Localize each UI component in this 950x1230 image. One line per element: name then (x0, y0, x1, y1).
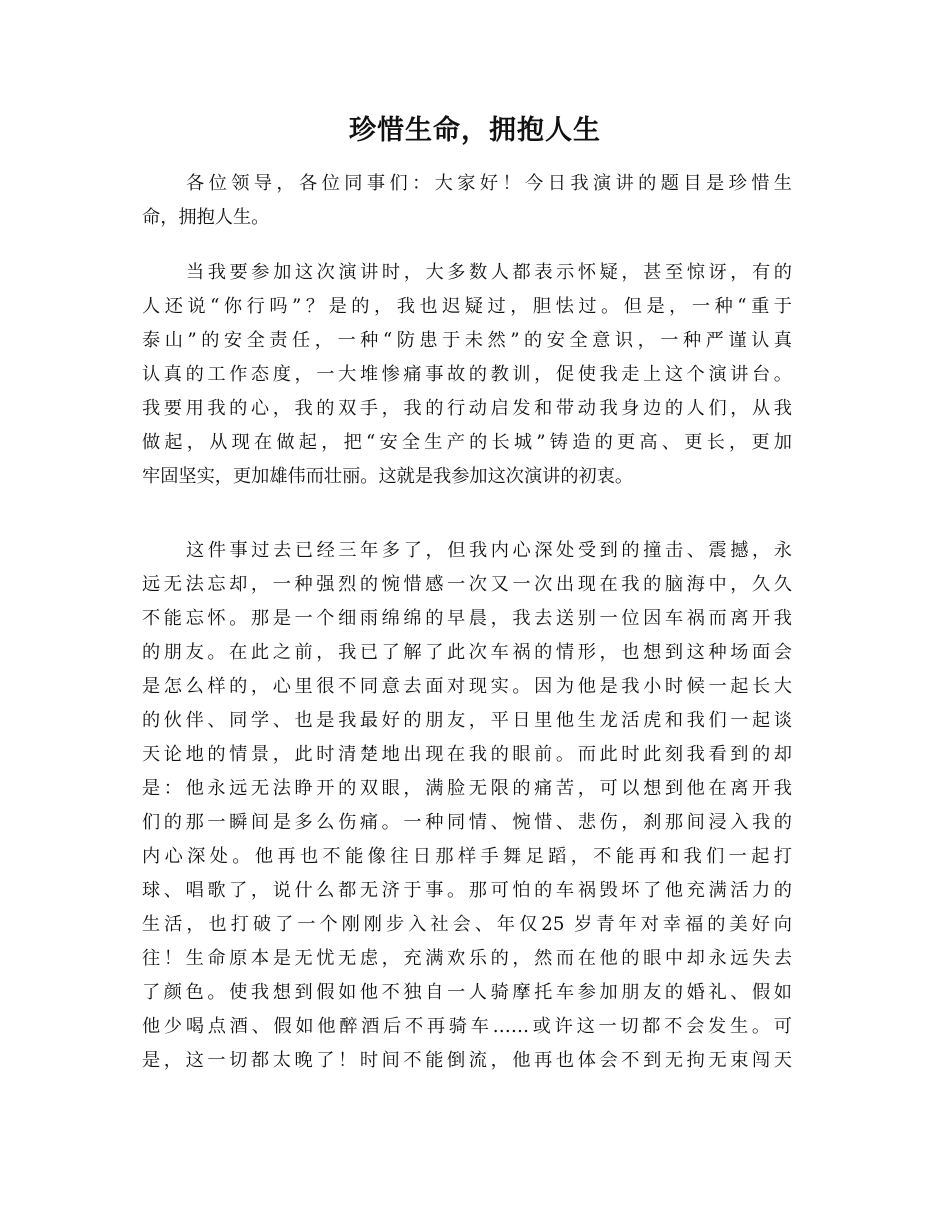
text-line: 往！生命原本是无忧无虑，充满欢乐的，然而在他的眼中却永远失去 (142, 948, 792, 969)
text-line: 远无法忘却，一种强烈的惋惜感一次又一次出现在我的脑海中，久久 (142, 574, 792, 595)
text-line: 了颜色。使我想到假如他不独自一人骑摩托车参加朋友的婚礼、假如 (142, 982, 792, 1003)
text-line: 是，这一切都太晚了！时间不能倒流，他再也体会不到无拘无束闯天 (142, 1050, 792, 1071)
paragraph-story (142, 534, 792, 1078)
text-line: 泰山”的安全责任，一种“防患于未然”的安全意识，一种严谨认真 (142, 330, 792, 351)
text-line: 是怎么样的，心里很不同意去面对现实。因为他是我小时候一起长大 (142, 676, 792, 697)
text-line: 当我要参加这次演讲时，大多数人都表示怀疑，甚至惊讶，有的 (186, 262, 792, 283)
text-line: 认真的工作态度，一大堆惨痛事故的教训，促使我走上这个演讲台。 (142, 364, 792, 385)
text-line: 各位领导，各位同事们：大家好！今日我演讲的题目是珍惜生 (186, 173, 792, 194)
text-line: 我要用我的心，我的双手，我的行动启发和带动我身边的人们，从我 (142, 398, 792, 419)
text-line: 的朋友。在此之前，我已了解了此次车祸的情形，也想到这种场面会 (142, 642, 792, 663)
paragraph-greeting (142, 167, 792, 235)
document-title: 珍惜生命，拥抱人生 (349, 115, 601, 146)
text-line: 内心深处。他再也不能像往日那样手舞足蹈，不能再和我们一起打 (142, 846, 792, 867)
text-line: 球、唱歌了，说什么都无济于事。那可怕的车祸毁坏了他充满活力的 (142, 880, 792, 901)
text-line: 是：他永远无法睁开的双眼，满脸无限的痛苦，可以想到他在离开我 (142, 778, 792, 799)
text-line: 牢固坚实，更加雄伟而壮丽。这就是我参加这次演讲的初衷。 (142, 466, 634, 487)
text-line: 们的那一瞬间是多么伤痛。一种同情、惋惜、悲伤，刹那间浸入我的 (142, 812, 792, 833)
text-line: 人还说“你行吗”？是的，我也迟疑过，胆怯过。但是，一种“重于 (142, 296, 792, 317)
text-line: 做起，从现在做起，把“安全生产的长城”铸造的更高、更长，更加 (142, 432, 792, 453)
text-line: 不能忘怀。那是一个细雨绵绵的早晨，我去送别一位因车祸而离开我 (142, 608, 792, 629)
text-line: 天论地的情景，此时清楚地出现在我的眼前。而此时此刻我看到的却 (142, 744, 792, 765)
paragraph-motivation (142, 256, 792, 494)
text-line: 的伙伴、同学、也是我最好的朋友，平日里他生龙活虎和我们一起谈 (142, 710, 792, 731)
text-line: 生活，也打破了一个刚刚步入社会、年仅25 岁青年对幸福的美好向 (142, 914, 792, 935)
text-line: 命，拥抱人生。 (142, 207, 270, 228)
text-line: 这件事过去已经三年多了，但我内心深处受到的撞击、震撼，永 (186, 540, 792, 561)
text-line: 他少喝点酒、假如他醉酒后不再骑车……或许这一切都不会发生。可 (142, 1016, 792, 1037)
